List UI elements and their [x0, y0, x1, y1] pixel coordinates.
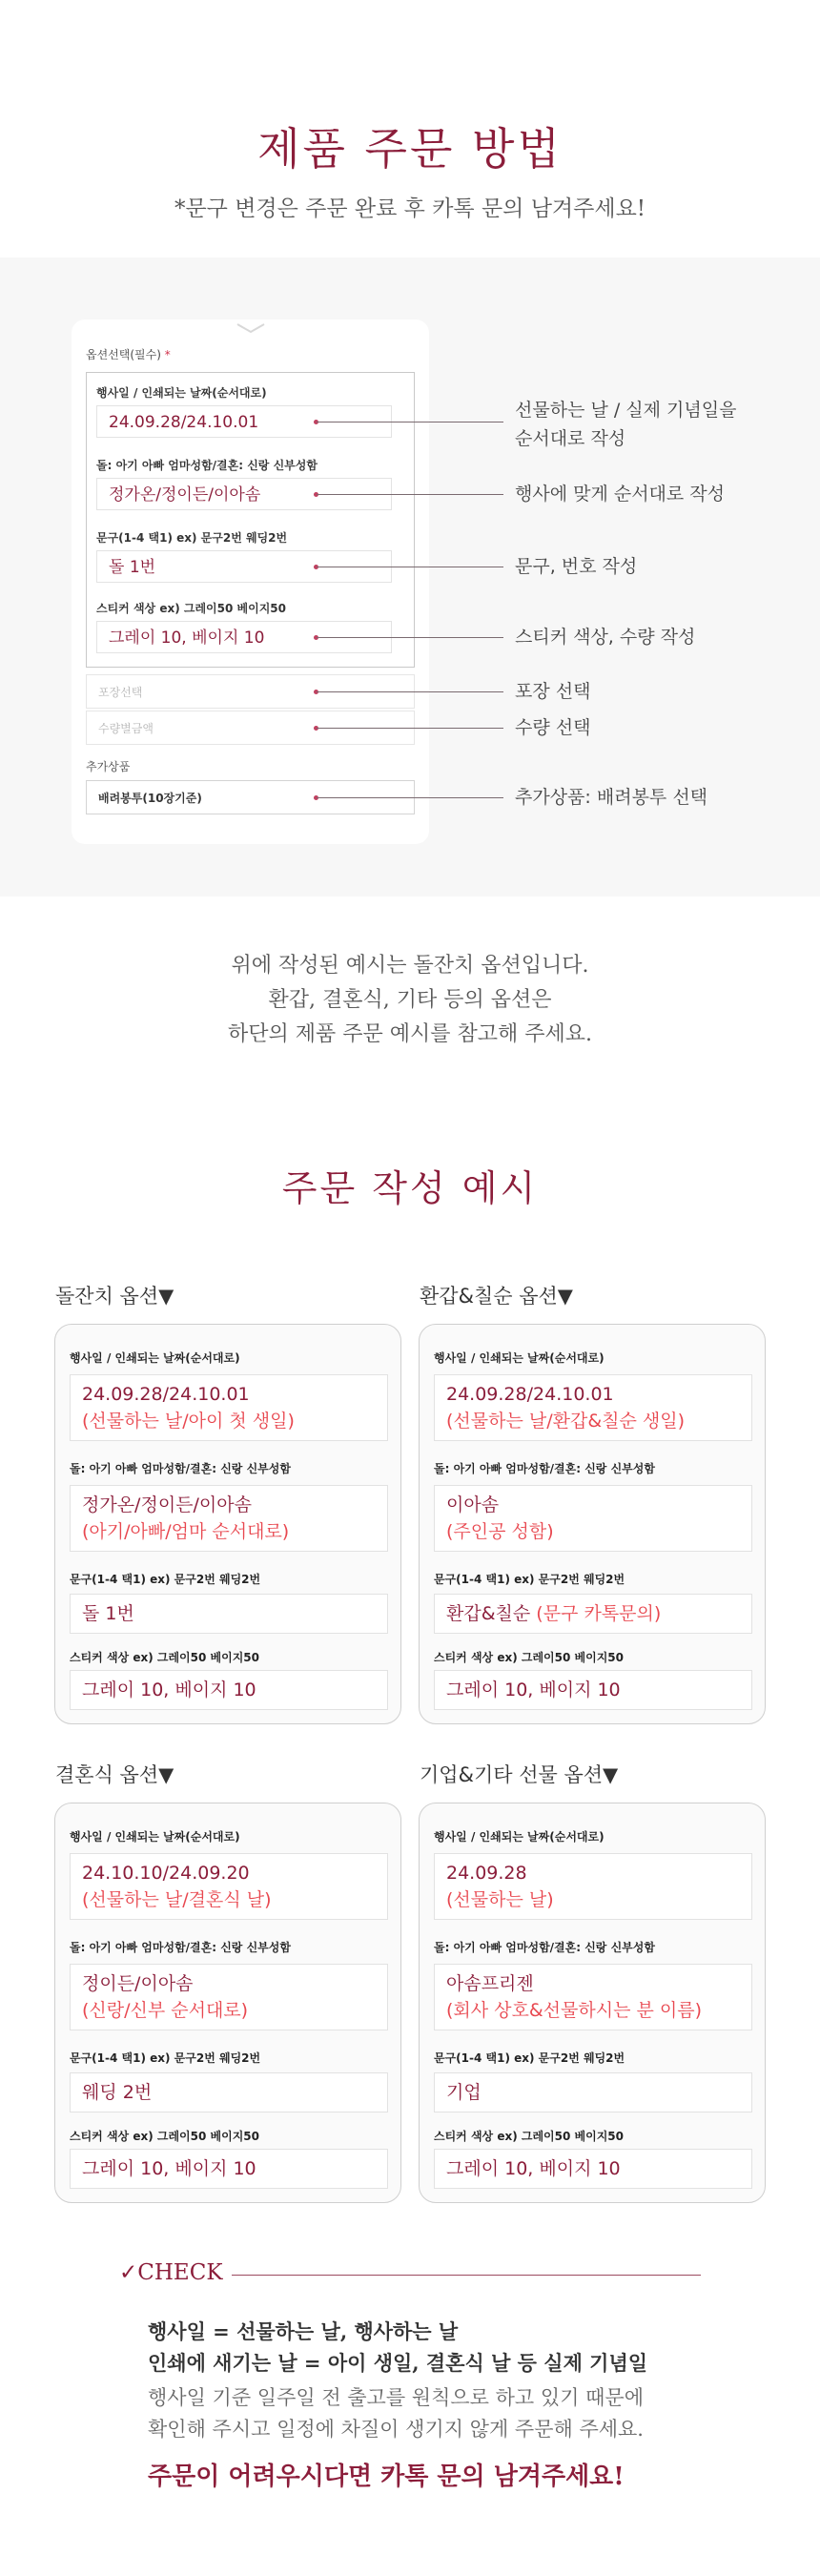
card-label-date: 행사일 / 인쇄되는 날짜(순서대로) [434, 1830, 605, 1844]
option-section-label: 옵션선택(필수) * [86, 348, 171, 361]
example-title-wedding: 결혼식 옵션▼ [55, 1763, 174, 1786]
annotation-addon: 추가상품: 배려봉투 선택 [515, 787, 708, 808]
card-label-date: 행사일 / 인쇄되는 날짜(순서대로) [70, 1830, 240, 1844]
phrase-field[interactable]: 돌 1번 [96, 550, 392, 583]
card-phrase-field: 웨딩 2번 [70, 2072, 388, 2112]
card-names-field: 정가온/정이든/이아솜 (아기/아빠/엄마 순서대로) [70, 1485, 388, 1552]
date-note: (선물하는 날/환갑&칠순 생일) [446, 1411, 686, 1432]
card-label-sticker: 스티커 색상 ex) 그레이50 베이지50 [434, 1651, 624, 1664]
example-card-hwangap [419, 1324, 766, 1724]
connector-line [317, 494, 503, 495]
card-date-field: 24.09.28 (선물하는 날) [434, 1853, 752, 1920]
card-sticker-field: 그레이 10, 베이지 10 [70, 1670, 388, 1710]
addon-select[interactable]: 배려봉투(10장기준) [86, 780, 415, 814]
card-label-phrase: 문구(1-4 택1) ex) 문구2번 웨딩2번 [434, 1573, 625, 1586]
field-label-phrase: 문구(1-4 택1) ex) 문구2번 웨딩2번 [96, 531, 288, 545]
check-body [148, 2316, 739, 2492]
phrase-note: (문구 카톡문의) [536, 1603, 662, 1624]
check-line-bold: 인쇄에 새기는 날 = 아이 생일, 결혼식 날 등 실제 기념일 [148, 2351, 648, 2375]
example-card-wedding [54, 1803, 401, 2203]
chevron-down-icon [232, 321, 270, 335]
annotation-quantity: 수량 선택 [515, 717, 591, 738]
annotation-phrase: 문구, 번호 작성 [515, 556, 638, 577]
card-label-sticker: 스티커 색상 ex) 그레이50 베이지50 [70, 2130, 259, 2143]
annotation-sticker: 스티커 색상, 수량 작성 [515, 627, 696, 648]
card-label-phrase: 문구(1-4 택1) ex) 문구2번 웨딩2번 [70, 1573, 261, 1586]
addon-section-label: 추가상품 [86, 760, 131, 773]
phone-form-mockup [72, 319, 429, 844]
check-line-bold: 행사일 = 선물하는 날, 행사하는 날 [148, 2319, 459, 2343]
quantity-select[interactable]: 수량별금액 [86, 711, 415, 745]
card-names-field: 아솜프리젠 (회사 상호&선물하시는 분 이름) [434, 1964, 752, 2030]
field-label-sticker: 스티커 색상 ex) 그레이50 베이지50 [96, 602, 286, 615]
sticker-field[interactable]: 그레이 10, 베이지 10 [96, 621, 392, 653]
card-sticker-field: 그레이 10, 베이지 10 [70, 2149, 388, 2189]
card-label-phrase: 문구(1-4 택1) ex) 문구2번 웨딩2번 [70, 2051, 261, 2065]
divider [232, 2275, 701, 2276]
example-card-corporate [419, 1803, 766, 2203]
date-note: (선물하는 날) [446, 1889, 554, 1910]
card-names-field: 이아솜 (주인공 성함) [434, 1485, 752, 1552]
card-label-names: 돌: 아기 아빠 엄마성함/결혼: 신랑 신부성함 [434, 1462, 655, 1475]
explanation-line: 환갑, 결혼식, 기타 등의 옵션은 [268, 988, 552, 1012]
page-subtitle: *문구 변경은 주문 완료 후 카톡 문의 남겨주세요! [174, 196, 646, 221]
date-note: (선물하는 날/결혼식 날) [82, 1889, 272, 1910]
card-date-field: 24.09.28/24.10.01 (선물하는 날/아이 첫 생일) [70, 1374, 388, 1441]
example-title-corporate: 기업&기타 선물 옵션▼ [420, 1763, 619, 1786]
check-line: 확인해 주시고 일정에 차질이 생기지 않게 주문해 주세요. [148, 2418, 644, 2441]
annotation-packaging: 포장 선택 [515, 681, 591, 702]
examples-title: 주문 작성 예시 [281, 1167, 539, 1209]
connector-line [317, 728, 503, 729]
card-label-sticker: 스티커 색상 ex) 그레이50 베이지50 [434, 2130, 624, 2143]
connector-line [317, 797, 503, 798]
card-label-date: 행사일 / 인쇄되는 날짜(순서대로) [434, 1351, 605, 1365]
names-field[interactable]: 정가온/정이든/이아솜 [96, 478, 392, 510]
card-sticker-field: 그레이 10, 베이지 10 [434, 2149, 752, 2189]
kakao-contact-cta: 주문이 어려우시다면 카톡 문의 남겨주세요! [148, 2463, 625, 2491]
card-label-names: 돌: 아기 아빠 엄마성함/결혼: 신랑 신부성함 [70, 1462, 291, 1475]
example-card-dol [54, 1324, 401, 1724]
check-line: 행사일 기준 일주일 전 출고를 원칙으로 하고 있기 때문에 [148, 2386, 644, 2409]
field-label-names: 돌: 아기 아빠 엄마성함/결혼: 신랑 신부성함 [96, 459, 318, 472]
annotation-names: 행사에 맞게 순서대로 작성 [515, 484, 726, 505]
connector-line [317, 691, 503, 692]
card-label-date: 행사일 / 인쇄되는 날짜(순서대로) [70, 1351, 240, 1365]
names-note: (회사 상호&선물하시는 분 이름) [446, 2000, 703, 2021]
date-field[interactable]: 24.09.28/24.10.01 [96, 405, 392, 438]
explanation-line: 위에 작성된 예시는 돌잔치 옵션입니다. [231, 954, 589, 978]
check-heading: ✓CHECK [119, 2260, 701, 2289]
page-title: 제품 주문 방법 [257, 123, 563, 175]
card-date-field: 24.10.10/24.09.20 (선물하는 날/결혼식 날) [70, 1853, 388, 1920]
card-phrase-field: 돌 1번 [70, 1594, 388, 1634]
required-mark: * [164, 348, 171, 361]
field-label-date: 행사일 / 인쇄되는 날짜(순서대로) [96, 386, 267, 400]
card-sticker-field: 그레이 10, 베이지 10 [434, 1670, 752, 1710]
card-label-phrase: 문구(1-4 택1) ex) 문구2번 웨딩2번 [434, 2051, 625, 2065]
names-note: (신랑/신부 순서대로) [82, 2000, 249, 2021]
order-demo-section [0, 258, 820, 896]
card-date-field: 24.09.28/24.10.01 (선물하는 날/환갑&칠순 생일) [434, 1374, 752, 1441]
explanation-line: 하단의 제품 주문 예시를 참고해 주세요. [228, 1022, 592, 1046]
card-label-sticker: 스티커 색상 ex) 그레이50 베이지50 [70, 1651, 259, 1664]
annotation-date: 선물하는 날 / 실제 기념일을 순서대로 작성 [515, 400, 737, 449]
card-phrase-field: 기업 [434, 2072, 752, 2112]
option-explanation [0, 949, 820, 1052]
option-fields-box [86, 372, 415, 668]
connector-line [317, 637, 503, 638]
card-label-names: 돌: 아기 아빠 엄마성함/결혼: 신랑 신부성함 [434, 1941, 655, 1954]
names-note: (주인공 성함) [446, 1521, 554, 1542]
example-title-dol: 돌잔치 옵션▼ [55, 1285, 174, 1308]
card-phrase-field: 환갑&칠순 (문구 카톡문의) [434, 1594, 752, 1634]
card-label-names: 돌: 아기 아빠 엄마성함/결혼: 신랑 신부성함 [70, 1941, 291, 1954]
example-title-hwangap: 환갑&칠순 옵션▼ [420, 1285, 573, 1308]
check-section [119, 2260, 701, 2491]
header [0, 114, 820, 222]
card-names-field: 정이든/이아솜 (신랑/신부 순서대로) [70, 1964, 388, 2030]
packaging-select[interactable]: 포장선택 [86, 674, 415, 709]
date-note: (선물하는 날/아이 첫 생일) [82, 1411, 295, 1432]
names-note: (아기/아빠/엄마 순서대로) [82, 1521, 290, 1542]
